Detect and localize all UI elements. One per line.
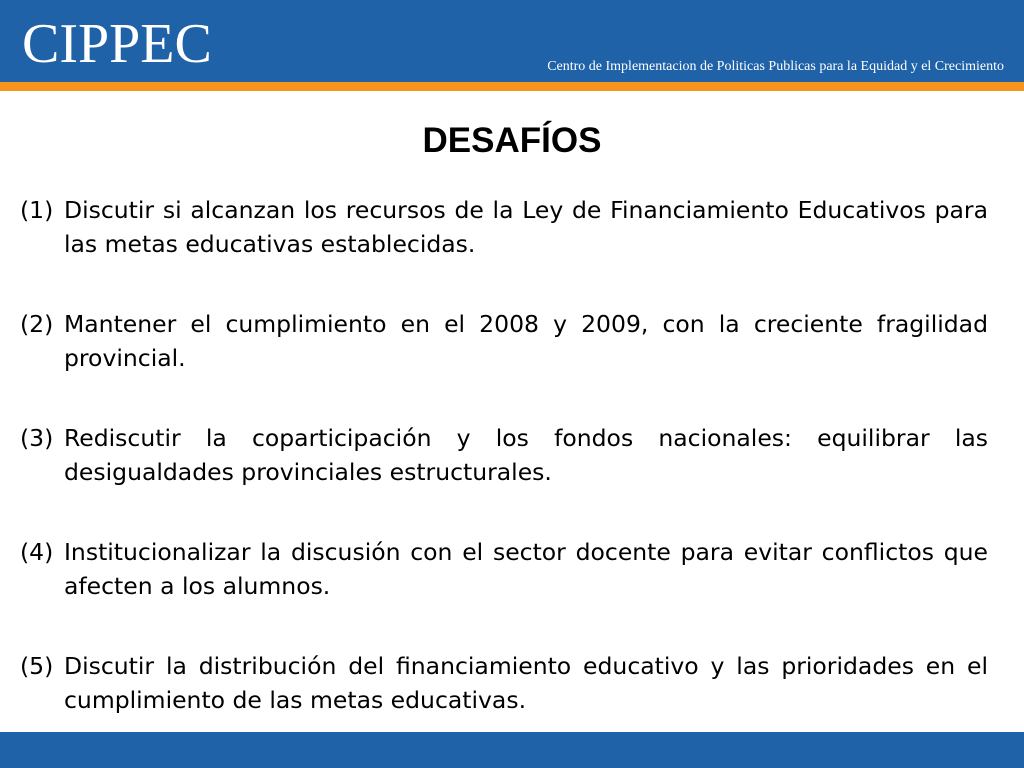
list-item (20, 421, 988, 489)
list-item (20, 649, 988, 717)
list-item-text: Rediscutir la coparticipación y los fondos nacionales: equilibrar las desigualdades provinciales estructurales. (64, 424, 988, 486)
header-bar (0, 0, 1024, 82)
list-item-number: (4) (20, 538, 54, 566)
slide-title: DESAFÍOS (422, 121, 602, 160)
challenges-list (20, 193, 988, 717)
list-item-text: Institucionalizar la discusión con el sector docente para evitar conflictos que afecten a los alumnos. (64, 538, 988, 600)
header-tagline: Centro de Implementacion de Politicas Publicas para la Equidad y el Crecimiento (547, 59, 1004, 74)
list-item-text: Discutir la distribución del financiamiento educativo y las prioridades en el cumplimiento de las metas educativas. (64, 652, 988, 714)
list-item-number: (1) (20, 196, 54, 224)
footer-bar (0, 732, 1024, 768)
list-item-number: (2) (20, 310, 54, 338)
list-item-number: (3) (20, 424, 54, 452)
list-item-text: Discutir si alcanzan los recursos de la Ley de Financiamiento Educativos para las metas educativas establecidas. (64, 196, 988, 258)
cippec-logo: CIPPEC (22, 13, 212, 75)
list-item-number: (5) (20, 652, 54, 680)
list-item (20, 307, 988, 375)
list-item-text: Mantener el cumplimiento en el 2008 y 2009, con la creciente fragilidad provincial. (64, 310, 988, 372)
list-item (20, 193, 988, 261)
list-item (20, 535, 988, 603)
orange-divider (0, 82, 1024, 91)
